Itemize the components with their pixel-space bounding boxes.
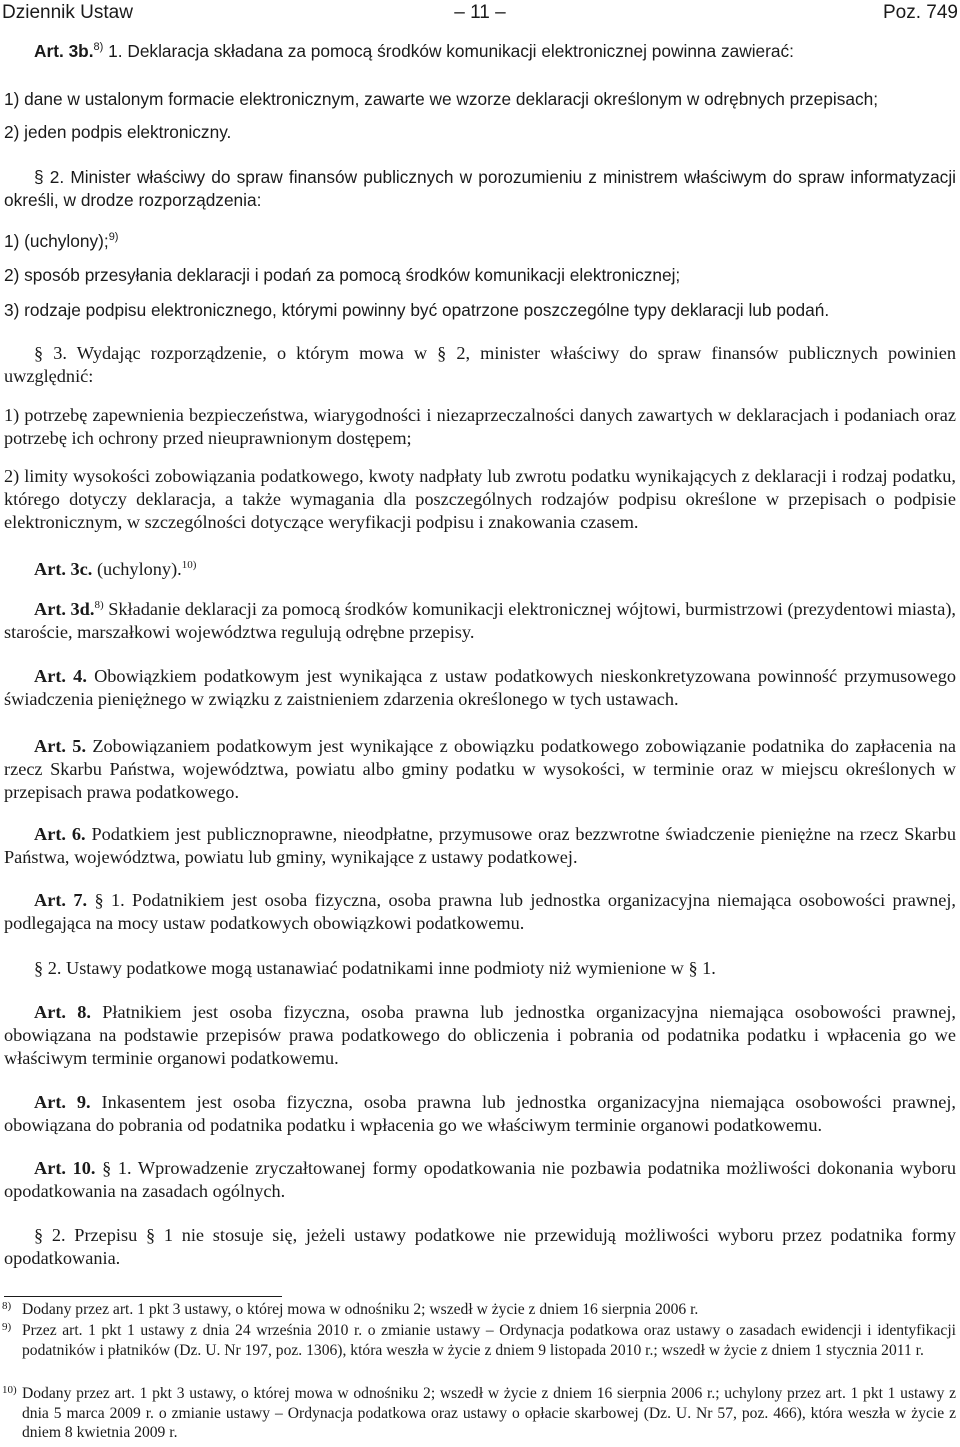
art-10-label: Art. 10. (34, 1158, 96, 1178)
art-7-text: § 1. Podatnikiem jest osoba fizyczna, osoba prawna lub jednostka organizacyjna niemająca osobowości prawnej, podlegająca na mocy ustaw podatkowych obowiązkowi podatkowemu. (4, 890, 956, 933)
footnote-10 (2, 1384, 956, 1443)
art-8 (4, 1001, 956, 1070)
art-9 (4, 1091, 956, 1137)
art-5-text: Zobowiązaniem podatkowym jest wynikające z obowiązku podatkowego zobowiązanie podatnika do zapłacenia na rzecz Skarbu Państwa, województwa, powiatu albo gminy podatku w wysokości, w terminie oraz w miejscu określonych w przepisach prawa podatkowego. (4, 736, 956, 802)
art-3b-paragraph-3-item-2: 2) limity wysokości zobowiązania podatkowego, kwoty nadpłaty lub zwrotu podatku wynikających z deklaracji i rodzaj podatku, którego dotyczy deklaracja, a także wymagania dla poszczególnych rodzajów podpisu określone w przepisach o podpisie elektronicznym, w szczególności dotyczące weryfikacji podpisu i znakowania czasem. (4, 466, 956, 532)
art-3c-label: Art. 3c. (34, 559, 93, 579)
footnote-ref-8: 8) (94, 599, 104, 611)
art-3b-footnote-ref: 8) (93, 41, 104, 53)
footnote-8 (2, 1300, 956, 1320)
art-4-label: Art. 4. (34, 666, 87, 686)
art-3b-text: 1. Deklaracja składana za pomocą środków komunikacji elektronicznej powinna zawierać: (108, 41, 794, 61)
art-3d-text: Składanie deklaracji za pomocą środków komunikacji elektronicznej wójtowi, burmistrzowi (prezydentowi miasta), staroście, marszałkowi województwa regulują odrębne przepisy. (4, 599, 956, 642)
art-3b-item-2: 2) jeden podpis elektroniczny. (4, 122, 232, 142)
footnote-9 (2, 1321, 956, 1360)
art-6-text: Podatkiem jest publicznoprawne, nieodpłatne, przymusowe oraz bezzwrotne świadczenie pieniężne na rzecz Skarbu Państwa, województwa, powiatu lub gminy, wynikające z ustawy podatkowej. (4, 824, 956, 867)
art-3b-paragraph-3: § 3. Wydając rozporządzenie, o którym mowa w § 2, minister właściwy do spraw finansów publicznych powinien uwzględnić: (4, 343, 956, 386)
footnote-ref-10: 10) (181, 559, 197, 571)
art-6 (4, 823, 956, 869)
art-3b-paragraph-2-item-3: 3) rodzaje podpisu elektronicznego, którymi powinny być opatrzone poszczególne typy deklaracji lub podań. (4, 300, 830, 320)
art-3b-paragraph-2-item-2: 2) sposób przesyłania deklaracji i podań za pomocą środków komunikacji elektronicznej; (4, 265, 681, 285)
art-3b-paragraph-3-item-1: 1) potrzebę zapewnienia bezpieczeństwa, wiarygodności i niezaprzeczalności danych zawartych w deklaracjach i podaniach oraz potrzebę ich ochrony przed nieuprawnionym dostępem; (4, 405, 956, 448)
art-7-paragraph-1 (4, 889, 956, 935)
art-3b-paragraph-1 (4, 40, 956, 63)
art-10-paragraph-2: § 2. Przepisu § 1 nie stosuje się, jeżeli ustawy podatkowe nie przewidują możliwości wyboru przez podatnika formy opodatkowania. (4, 1225, 956, 1268)
art-4-text: Obowiązkiem podatkowym jest wynikająca z ustaw podatkowych nieskonkretyzowana powinność przymusowego świadczenia pieniężnego w związku z zaistnieniem zdarzenia określonego w tych ustawach. (4, 666, 956, 709)
footnote-mark: 8) (2, 1300, 12, 1312)
footnote-text: Przez art. 1 pkt 1 ustawy z dnia 24 września 2010 r. o zmianie ustawy – Ordynacja podatkowa oraz ustawy o zasadach ewidencji i identyfikacji podatników i płatników (Dz. U. Nr 197, poz. 1306), która weszła w życie z dniem 9 listopada 2010 r.; wszedł w życie z dniem 1 stycznia 2011 r. (22, 1322, 956, 1359)
art-3d-label: Art. 3d. (34, 599, 95, 619)
art-3d (4, 598, 956, 644)
art-7-paragraph-2: § 2. Ustawy podatkowe mogą ustanawiać podatnikami inne podmioty niż wymienione w § 1. (34, 958, 716, 978)
art-3c (4, 558, 956, 581)
art-9-label: Art. 9. (34, 1092, 91, 1112)
journal-name: Dziennik Ustaw (2, 2, 133, 23)
art-3b-label: Art. 3b. (34, 41, 94, 61)
art-5-label: Art. 5. (34, 736, 87, 756)
art-9-text: Inkasentem jest osoba fizyczna, osoba prawna lub jednostka organizacyjna niemająca osobowości prawnej, obowiązana do pobrania od podatnika podatku i wpłacenia go we właściwym terminie organowi podatkowemu. (4, 1092, 956, 1135)
footnote-text: Dodany przez art. 1 pkt 3 ustawy, o której mowa w odnośniku 2; wszedł w życie z dniem 16 sierpnia 2006 r. (22, 1301, 699, 1318)
art-10-text: § 1. Wprowadzenie zryczałtowanej formy opodatkowania nie pozbawia podatnika możliwości dokonania wyboru opodatkowania na zasadach ogólnych. (4, 1158, 956, 1201)
art-6-label: Art. 6. (34, 824, 86, 844)
footnote-mark: 10) (2, 1384, 17, 1396)
art-8-label: Art. 8. (34, 1002, 91, 1022)
art-10-paragraph-1 (4, 1157, 956, 1203)
art-8-text: Płatnikiem jest osoba fizyczna, osoba prawna lub jednostka organizacyjna niemająca osobowości prawnej, obowiązana na podstawie przepisów prawa podatkowego do obliczenia i pobrania od podatnika podatku i wpłacenia go we właściwym terminie organowi podatkowemu. (4, 1002, 956, 1068)
art-3b-paragraph-2-item-1 (4, 230, 956, 253)
art-3b-paragraph-2: § 2. Minister właściwy do spraw finansów publicznych w porozumieniu z ministrem właściwym do spraw informatyzacji określi, w drodze rozporządzenia: (4, 167, 956, 210)
position-number: Poz. 749 (883, 2, 958, 23)
art-3b-item-1: 1) dane w ustalonym formacie elektronicznym, zawarte we wzorze deklaracji określonym w odrębnych przepisach; (4, 89, 879, 109)
item-text: 1) (uchylony); (4, 231, 109, 251)
footnote-text: Dodany przez art. 1 pkt 3 ustawy, o której mowa w odnośniku 2; wszedł w życie z dniem 16 sierpnia 2006 r.; uchylony przez art. 1 pkt 1 ustawy z dnia 5 marca 2009 r. o zmianie ustawy – Ordynacja podatkowa oraz ustawy o opłacie skarbowej (Dz. U. Nr 57, poz. 466), która weszła w życie z dniem 8 kwietnia 2009 r. (22, 1385, 956, 1441)
art-5 (4, 735, 956, 804)
art-7-label: Art. 7. (34, 890, 88, 910)
page-header (0, 0, 960, 30)
footnote-divider (4, 1296, 282, 1297)
art-3c-text: (uchylony). (96, 559, 182, 579)
art-4 (4, 665, 956, 711)
footnote-ref-9: 9) (108, 231, 119, 243)
footnote-mark: 9) (2, 1321, 12, 1333)
page-number: – 11 – (454, 2, 506, 23)
